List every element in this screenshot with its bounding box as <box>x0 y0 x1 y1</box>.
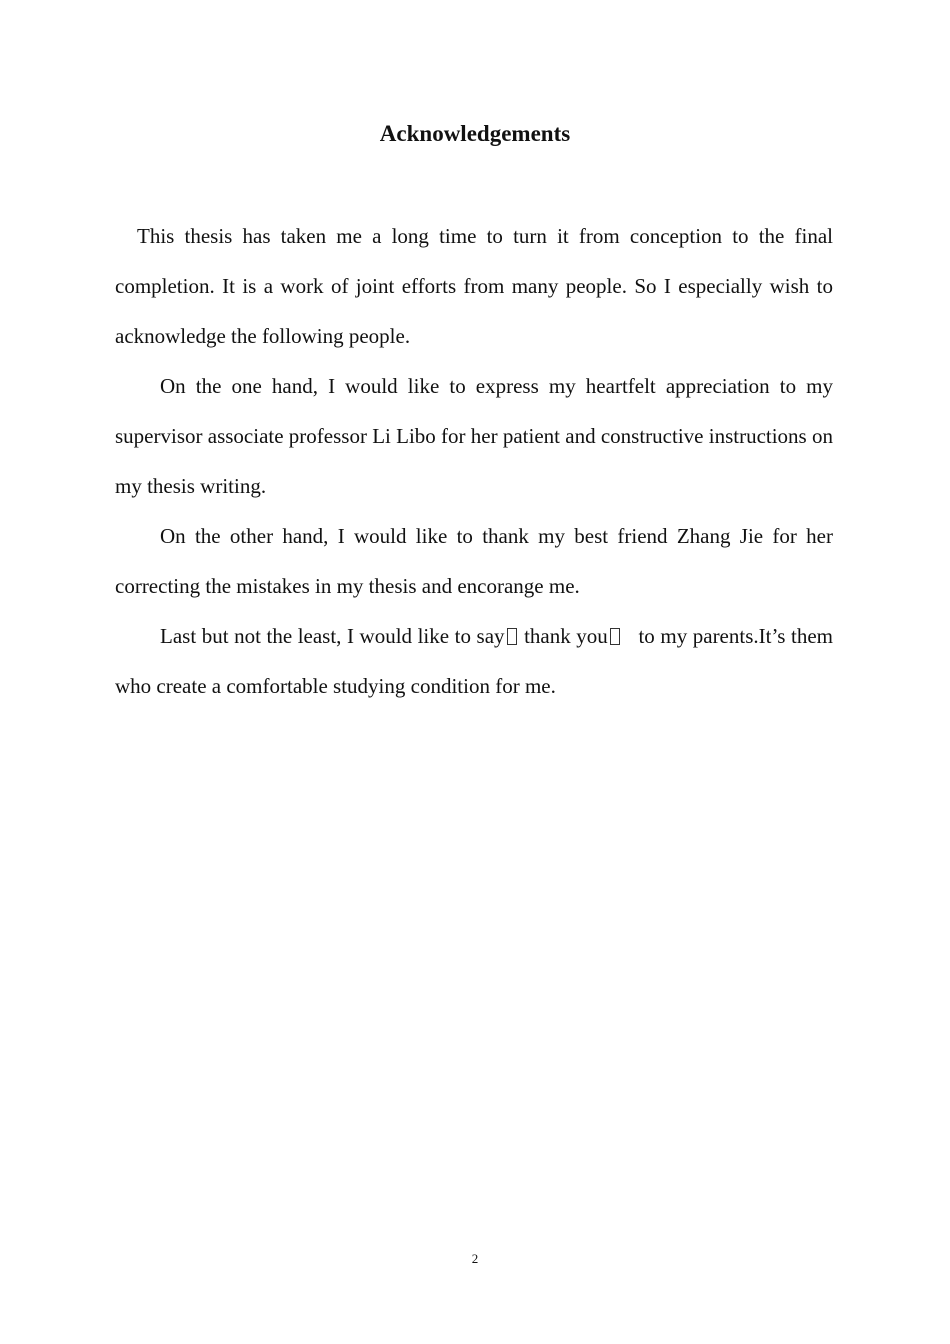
paragraph-4-part-2: thank you <box>524 624 608 648</box>
paragraph-4-part-1: Last but not the least, I would like to say <box>160 624 505 648</box>
paragraph-3: On the other hand, I would like to thank my best friend Zhang Jie for her correcting the mistakes in my thesis and encorange me. <box>115 524 833 598</box>
page-title: Acknowledgements <box>379 121 571 146</box>
missing-glyph-icon <box>507 628 517 645</box>
missing-glyph-icon <box>610 628 620 645</box>
paragraph-4 <box>115 611 833 711</box>
paragraph-1: This thesis has taken me a long time to turn it from conception to the final completion. It is a work of joint efforts from many people. So I especially wish to acknowledge the following people. <box>115 224 833 348</box>
paragraph-2: On the one hand, I would like to express my heartfelt appreciation to my supervisor associate professor Li Libo for her patient and constructive instructions on my thesis writing. <box>115 374 833 498</box>
body-text <box>115 211 833 711</box>
page-number: 2 <box>471 1251 479 1266</box>
paragraph-4-part-3: to my parents.It’s them who create a comfortable studying condition for me. <box>115 624 834 698</box>
